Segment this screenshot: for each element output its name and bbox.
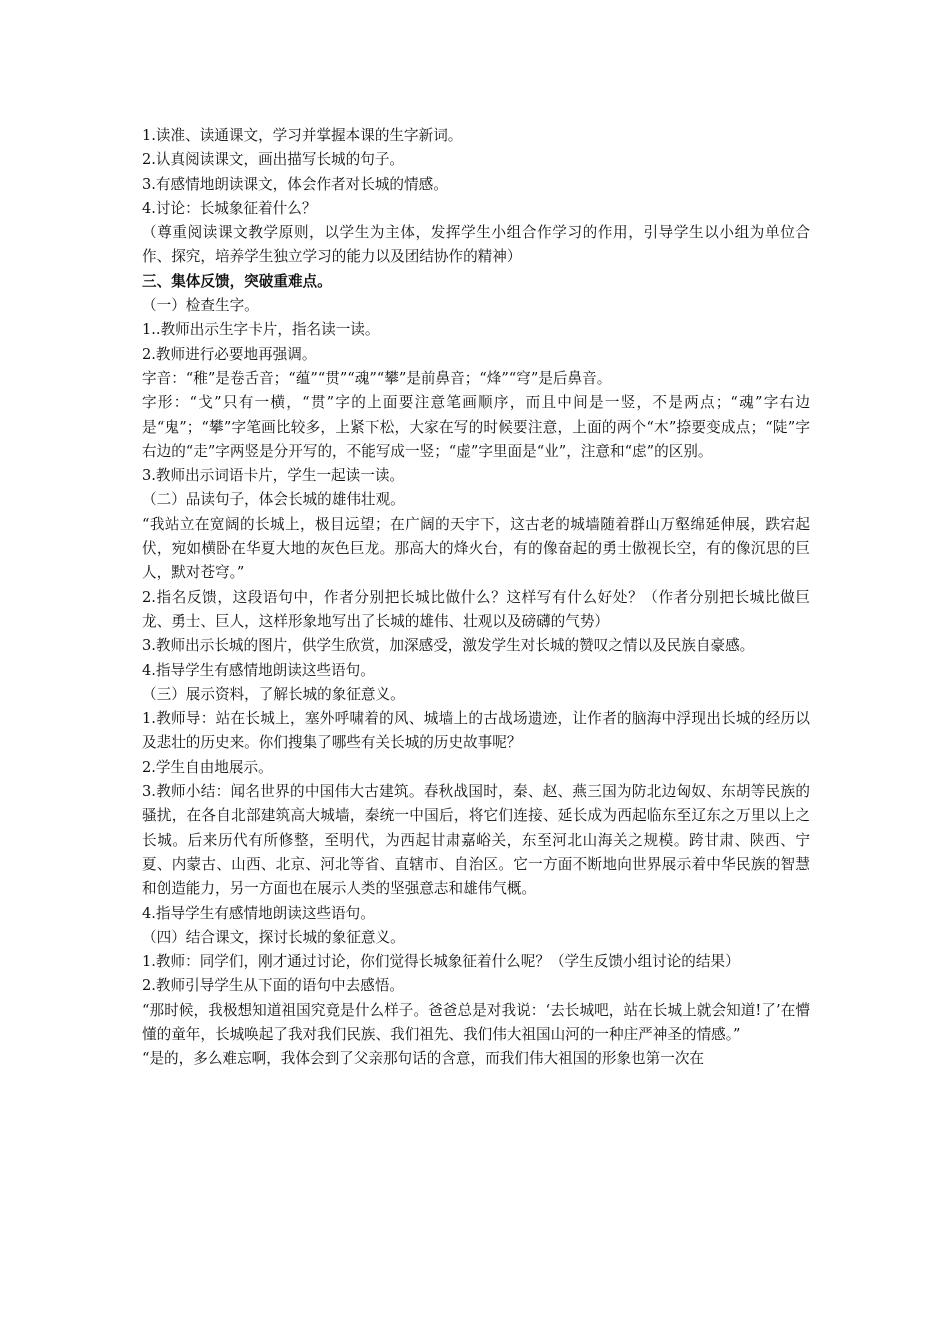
subsection-heading-1: （一）检查生字。	[142, 297, 259, 315]
subsection-heading-4: （四）结合课文，探讨长城的象征意义。	[142, 928, 405, 946]
paragraph-note: （尊重阅读课文教学原则，以学生为主体，发挥学生小组合作学习的作用，引导学生以小组为单位合作、探究，培养学生独立学习的能力以及团结协作的精神）	[142, 224, 810, 266]
section-heading: 三、集体反馈，突破重难点。	[142, 272, 332, 290]
quote-paragraph: “我站立在宽阔的长城上，极目远望；在广阔的天宇下，这古老的城墙随着群山万壑绵延伸展，跌宕起伏，宛如横卧在华夏大地的灰色巨龙。那高大的烽火台，有的像奋起的勇士傲视长空，有的像沉思的巨人，默对苍穹。”	[142, 515, 810, 582]
quote-paragraph: “那时候，我极想知道祖国究竟是什么样子。爸爸总是对我说：‘去长城吧，站在长城上就会知道!了’在懵懂的童年，长城唤起了我对我们民族、我们祖先、我们伟大祖国山河的一种庄严神圣的情感。”	[142, 1001, 810, 1043]
paragraph: 3.教师出示长城的图片，供学生欣赏，加深感受，激发学生对长城的赞叹之情以及民族自豪感。	[142, 637, 755, 655]
paragraph-pronunciation: 字音：“稚”是卷舌音；“蕴”“贯”“魂”“攀”是前鼻音；“烽”“穹”是后鼻音。	[142, 369, 612, 387]
paragraph-character-form: 字形：“戈”只有一横，“贯”字的上面要注意笔画顺序，而且中间是一竖，不是两点；“魂”字右边是“鬼”；“攀”字笔画比较多，上紧下松，大家在写的时候要注意，上面的两个“木”捺要变成点；“陡”字右边的“走”字两竖是分开写的，不能写成一竖；“虚”字里面是“业”，注意和“虑”的区别。	[142, 394, 810, 460]
paragraph: 4.指导学生有感情地朗读这些语句。	[142, 661, 375, 679]
paragraph: 1.教师导：站在长城上，塞外呼啸着的风、城墙上的古战场遗迹，让作者的脑海中浮现出长城的经历以及悲壮的历史来。你们搜集了哪些有关长城的历史故事呢？	[142, 710, 810, 752]
paragraph: 2.学生自由地展示。	[142, 758, 273, 776]
paragraph-step-1: 1.读准、读通课文，学习并掌握本课的生字新词。	[142, 127, 463, 144]
document-body	[142, 124, 810, 1072]
paragraph-step-2: 2.认真阅读课文，画出描写长城的句子。	[142, 151, 405, 169]
paragraph: 1..教师出示生字卡片，指名读一读。	[142, 321, 380, 339]
paragraph: 3.教师出示词语卡片，学生一起读一读。	[142, 467, 405, 485]
paragraph-step-4: 4.讨论：长城象征着什么？	[142, 199, 317, 217]
paragraph: 1.教师：同学们，刚才通过讨论，你们觉得长城象征着什么呢？（学生反馈小组讨论的结果）	[142, 953, 740, 971]
paragraph: 2.指名反馈，这段语句中，作者分别把长城比做什么？这样写有什么好处？（作者分别把长城比做巨龙、勇士、巨人，这样形象地写出了长城的雄伟、壮观以及磅礴的气势）	[142, 588, 810, 630]
quote-paragraph: “是的，多么难忘啊，我体会到了父亲那句话的含意，而我们伟大祖国的形象也第一次在	[142, 1050, 705, 1068]
subsection-heading-3: （三）展示资料，了解长城的象征意义。	[142, 685, 405, 703]
paragraph: 2.教师引导学生从下面的语句中去感悟。	[142, 977, 405, 995]
paragraph: 2.教师进行必要地再强调。	[142, 345, 317, 363]
paragraph-summary: 3.教师小结：闻名世界的中国伟大古建筑。春秋战国时，秦、赵、燕三国为防北边匈奴、东胡等民族的骚扰，在各自北部建筑高大城墙，秦统一中国后，将它们连接、延长成为西起临东至辽东之万里以上之长城。后来历代有所修整，至明代，为西起甘肃嘉峪关，东至河北山海关之规模。跨甘肃、陕西、宁夏、内蒙古、山西、北京、河北等省、直辖市、自治区。它一方面不断地向世界展示着中华民族的智慧和创造能力，另一方面也在展示人类的坚强意志和雄伟气概。	[142, 783, 810, 898]
paragraph-step-3: 3.有感情地朗读课文，体会作者对长城的情感。	[142, 175, 448, 193]
subsection-heading-2: （二）品读句子，体会长城的雄伟壮观。	[142, 491, 405, 509]
paragraph: 4.指导学生有感情地朗读这些语句。	[142, 904, 375, 922]
